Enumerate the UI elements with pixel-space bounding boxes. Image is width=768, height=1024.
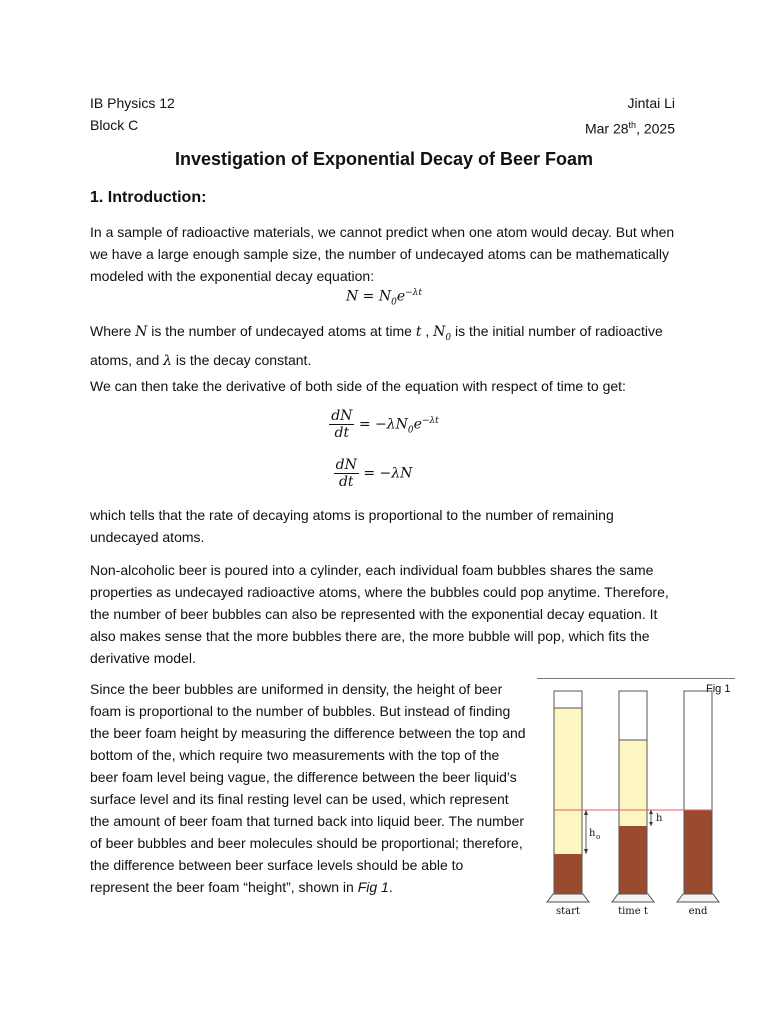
label-end: end [688,906,708,917]
paragraph-2: Where N is the number of undecayed atoms at time t , $N_0$ is the initial number of radioactive atoms, and λ is the decay constant. [90,323,663,369]
liquid-time-t [619,826,647,894]
block-label: Block C [90,117,139,133]
cylinder-diagram [537,678,735,923]
liquid-end [684,810,712,894]
cylinder-start [547,691,589,902]
foam-time-t [619,740,647,826]
cylinder-end [677,691,719,902]
header-row-1 [90,92,675,114]
equation-decay: $N = N_0e^{-\lambda t}$ [345,288,423,308]
figure-1 [537,678,735,923]
section-heading-introduction: 1. Introduction: [90,189,207,206]
header-row-2 [90,114,675,140]
svg-text:o: o [596,833,601,841]
figure-reference: Fig 1 [357,879,389,895]
h-marker [649,810,663,826]
svg-text:h: h [589,828,596,839]
figure-caption: Fig 1 [706,683,731,695]
label-start: start [556,906,580,917]
foam-start [554,708,582,854]
h0-marker [584,810,600,854]
document-title: Investigation of Exponential Decay of Beer Foam [174,149,594,169]
paragraph-5: Non-alcoholic beer is poured into a cylinder, each individual foam bubbles shares the same properties as undecayed radioactive atoms, where the bubbles could pop anytime. Therefore, the number of beer bubbles can also be represented with the exponential decay equation. It also makes sense that the more bubbles there are, the more bubble will pop, which fits the derivative model. [90,562,669,666]
liquid-start [554,854,582,894]
equation-derivative-2: $\frac{dN}{dt}$ = −λN [335,457,413,490]
paragraph-3: We can then take the derivative of both side of the equation with respect of time to get: [90,378,626,394]
paragraph-4: which tells that the rate of decaying atoms is proportional to the number of remaining undecayed atoms. [90,507,614,545]
paragraph-6: Since the beer bubbles are uniformed in density, the height of beer foam is proportional to the number of bubbles. But instead of finding the beer foam height by measuring the difference between the top and bottom of the, which require two measurements with the top of the beer foam level being vague, the difference between the beer liquid’s surface level and its final resting level can be used, which represent the amount of beer foam that turned back into liquid beer. The number of beer bubbles and beer molecules should be proportional; therefore, the difference between beer surface levels should be able to represent the beer foam “height”, shown in Fig 1. [90,681,526,895]
svg-text:h: h [656,813,663,824]
date: Mar 28th, 2025 [584,120,675,137]
course-name: IB Physics 12 [90,95,175,111]
label-time-t: time t [618,906,648,917]
equation-derivative-1: $\frac{dN}{dt}$ = $-\lambda N_0e^{-\lambda t}$ [331,408,439,441]
paragraph-1: In a sample of radioactive materials, we cannot predict when one atom would decay. But when we have a large enough sample size, the number of undecayed atoms can be mathematically modeled with the exponential decay equation: [90,224,675,284]
cylinder-time-t [612,691,654,902]
author-name: Jintai Li [627,95,675,111]
